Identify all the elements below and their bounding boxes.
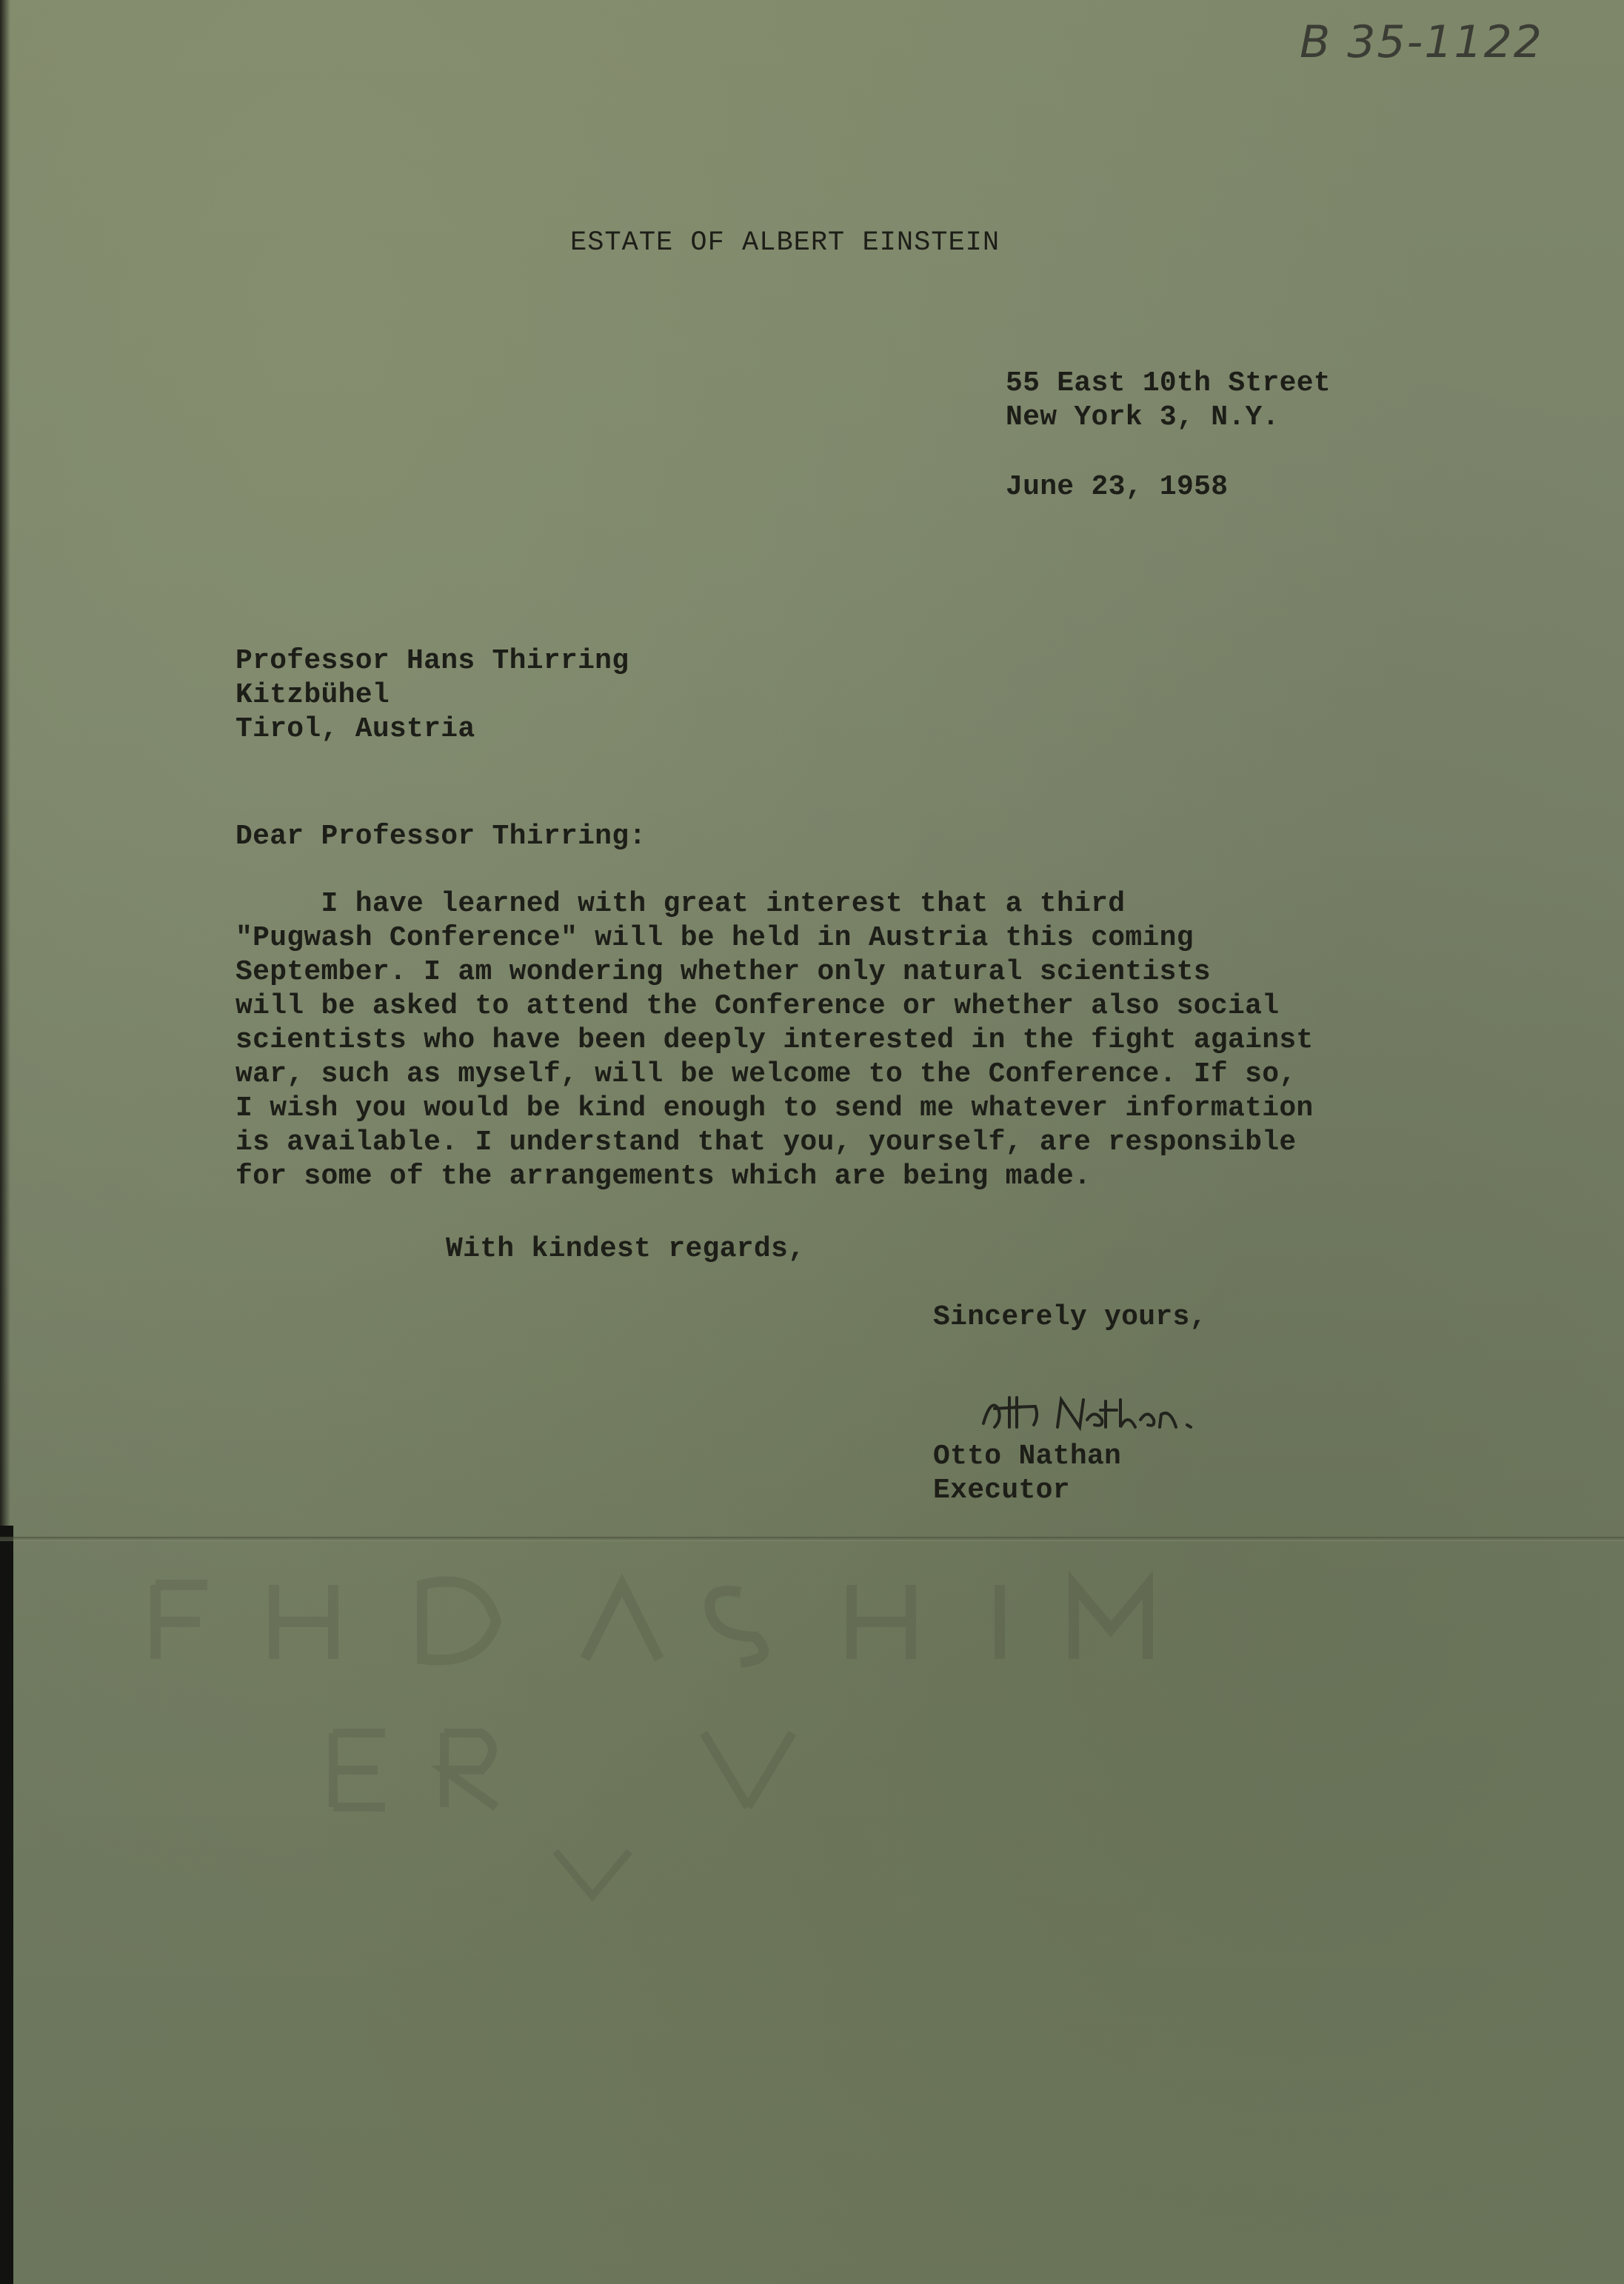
body-line: is available. I understand that you, yourself, are responsible — [235, 1126, 1297, 1158]
body-line: I have learned with great interest that a third — [235, 888, 1126, 920]
recipient-line3: Tirol, Austria — [235, 713, 475, 745]
body-line: I wish you would be kind enough to send me whatever information — [235, 1092, 1314, 1124]
sender-address-line1: 55 East 10th Street — [1006, 367, 1331, 399]
sender-address-line2: New York 3, N.Y. — [1006, 401, 1280, 433]
closing-regards: With kindest regards, — [446, 1233, 806, 1265]
signer-name: Otto Nathan — [933, 1440, 1122, 1472]
body-line: war, such as myself, will be welcome to the Conference. If so, — [235, 1058, 1297, 1090]
signer-title: Executor — [933, 1475, 1070, 1506]
watermark-faint — [111, 1540, 1370, 1911]
body-line: "Pugwash Conference" will be held in Austria this coming — [235, 922, 1194, 954]
handwritten-signature — [976, 1386, 1213, 1438]
archive-handwritten-note: B 35-1122 — [1300, 16, 1543, 68]
body-line: will be asked to attend the Conference or whether also social — [235, 990, 1280, 1022]
recipient-line2: Kitzbühel — [235, 679, 390, 711]
letterhead: ESTATE OF ALBERT EINSTEIN — [570, 227, 1000, 258]
body-line: for some of the arrangements which are being made. — [235, 1161, 1092, 1192]
closing: Sincerely yours, — [933, 1301, 1207, 1333]
scan-edge-bottom-left — [0, 1526, 13, 2284]
body-line: September. I am wondering whether only natural scientists — [235, 956, 1211, 988]
salutation: Dear Professor Thirring: — [235, 821, 646, 852]
letter-date: June 23, 1958 — [1006, 471, 1229, 503]
recipient-line1: Professor Hans Thirring — [235, 645, 629, 677]
body-line: scientists who have been deeply interested in the fight against — [235, 1024, 1314, 1056]
